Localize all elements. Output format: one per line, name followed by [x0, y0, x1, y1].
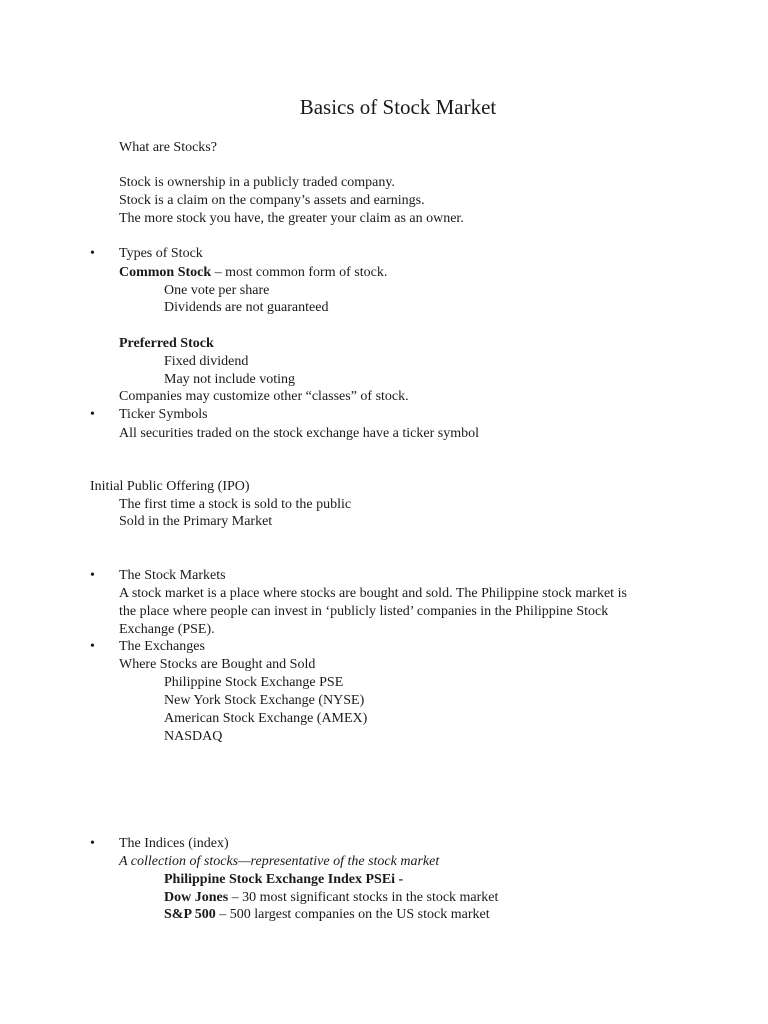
- common-stock-line: [119, 264, 387, 282]
- markets-line: the place where people can invest in ‘publicly listed’ companies in the Philippine Stock: [119, 604, 609, 619]
- common-point: One vote per share: [164, 283, 270, 298]
- dow-jones-line: [164, 889, 498, 907]
- preferred-point: May not include voting: [164, 372, 296, 387]
- psei-line: Philippine Stock Exchange Index PSEi -: [164, 872, 404, 887]
- exchange-item: NASDAQ: [164, 729, 223, 744]
- exchange-item: American Stock Exchange (AMEX): [164, 711, 368, 726]
- preferred-stock-label: Preferred Stock: [119, 336, 214, 351]
- ipo-line: Sold in the Primary Market: [119, 514, 273, 529]
- bullet-markets: •: [90, 568, 95, 583]
- intro-line: Stock is ownership in a publicly traded company.: [119, 175, 395, 190]
- exchange-item: New York Stock Exchange (NYSE): [164, 693, 365, 708]
- common-stock-desc: – most common form of stock.: [211, 265, 388, 280]
- common-point: Dividends are not guaranteed: [164, 300, 329, 315]
- exchange-item: Philippine Stock Exchange PSE: [164, 675, 344, 690]
- indices-desc: A collection of stocks—representative of the stock market: [119, 854, 440, 869]
- ipo-line: The first time a stock is sold to the public: [119, 497, 352, 512]
- bullet-exchanges: •: [90, 639, 95, 654]
- classes-note: Companies may customize other “classes” of stock.: [119, 389, 409, 404]
- dow-jones-desc: – 30 most significant stocks in the stock market: [228, 890, 499, 905]
- ipo-heading: Initial Public Offering (IPO): [90, 479, 250, 494]
- sp500-line: [164, 906, 490, 924]
- preferred-point: Fixed dividend: [164, 354, 249, 369]
- markets-line: Exchange (PSE).: [119, 622, 215, 637]
- sp500-desc: – 500 largest companies on the US stock market: [215, 907, 490, 922]
- dow-jones-label: Dow Jones: [164, 890, 229, 905]
- intro-line: The more stock you have, the greater your claim as an owner.: [119, 211, 464, 226]
- exchanges-sub: Where Stocks are Bought and Sold: [119, 657, 316, 672]
- types-heading: Types of Stock: [119, 246, 203, 261]
- intro-question: What are Stocks?: [119, 140, 217, 155]
- sp500-label: S&P 500: [164, 907, 216, 922]
- markets-line: A stock market is a place where stocks are bought and sold. The Philippine stock market is: [119, 586, 627, 601]
- bullet-ticker: •: [90, 407, 95, 422]
- intro-line: Stock is a claim on the company’s assets and earnings.: [119, 193, 425, 208]
- ticker-heading: Ticker Symbols: [119, 407, 208, 422]
- exchanges-heading: The Exchanges: [119, 639, 205, 654]
- page-title: Basics of Stock Market: [299, 95, 497, 119]
- ticker-desc: All securities traded on the stock exchange have a ticker symbol: [119, 426, 479, 441]
- bullet-indices: •: [90, 836, 95, 851]
- indices-heading: The Indices (index): [119, 836, 229, 851]
- bullet-types: •: [90, 246, 95, 261]
- markets-heading: The Stock Markets: [119, 568, 226, 583]
- common-stock-label: Common Stock: [119, 265, 212, 280]
